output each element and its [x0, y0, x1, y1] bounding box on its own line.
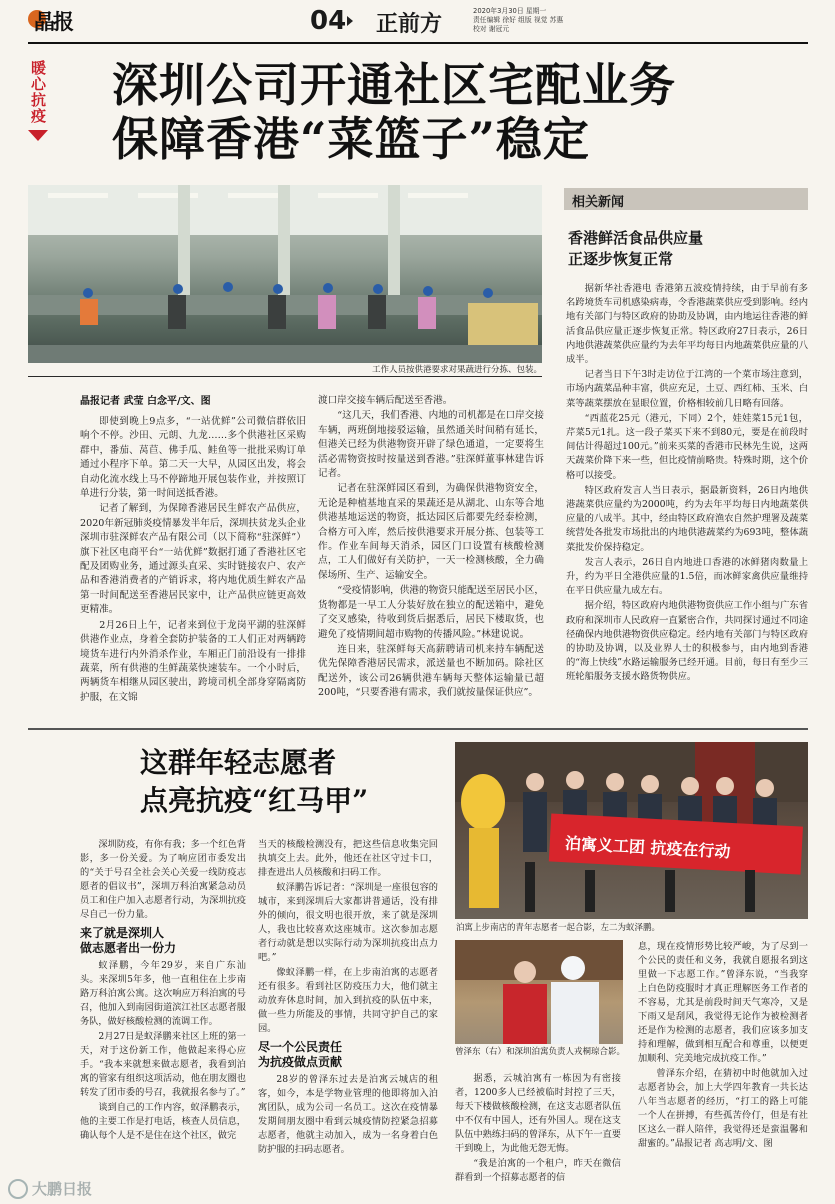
lead-photo-rule [28, 376, 542, 377]
lead-story-col-1 [80, 394, 306, 746]
volunteer-paragraph: 息，现在疫情形势比较严峻，为了尽到一个公民的责任和义务，我就自愿报名到这里做一下志愿工作。”曾泽东说，“当我穿上白色防疫服时才真正理解医务工作者的不容易，尤其是前段时间天气寒冷，又是下雨又是刮风，我觉得无论作为被检测者还是作为检测的志愿者，我们应该多加支持和理解，做到相互配合和尊重，以便更加顺利、完美地完成抗疫工作。” [638, 941, 808, 1064]
section-divider [28, 728, 808, 730]
lead-paragraph: 渡口岸交接车辆后配送至香港。 [318, 395, 453, 406]
lead-story-col-2 [318, 394, 544, 746]
side-tag-arrow-icon [28, 130, 48, 141]
lead-paragraph: 记者了解到，为保障香港居民生鲜农产品供应，2020年新冠肺炎疫情暴发半年后，深圳扶贫龙头企业深圳市驻深鲜农产品有限公司（以下简称“驻深鲜”）旗下社区电商平台“一站优鲜”数据打通了香港社区宅配及团购业务，通过源头直采、实时链接农户、农产品和香港消费者的产销诉求，将内地优质生鲜农产品第一时间配送至香港居民家中，让产品供应链更高效更精准。 [80, 503, 306, 616]
warehouse-illustration [28, 185, 542, 363]
small-photo [455, 940, 623, 1044]
second-headline-line-1: 这群年轻志愿者 [140, 746, 337, 779]
group-photo [455, 742, 808, 919]
headline-line-2: 保障香港“菜篮子”稳定 [112, 112, 590, 166]
related-paragraph: 据新华社香港电 香港第五波疫情持续，由于早前有多名跨境货车司机感染病毒，令香港蔬菜供应受到影响。经内地有关部门与特区政府的协助及协调，由内地运往香港的鲜活食品供应量正逐步恢复正常。特区政府27日表示，26日内地供港蔬菜供应量约为去年平均每日内地蔬菜供应量的八成半。 [566, 283, 808, 366]
watermark-text: 大鹏日报 [32, 1180, 93, 1198]
volunteer-col-4 [638, 940, 808, 1194]
volunteer-paragraph: 谈到自己的工作内容，蚁泽鹏表示，他的主要工作是打电话，核查人员信息，确认每个人是不是住在这个社区，做完 [80, 1102, 246, 1141]
masthead-meta [473, 7, 563, 34]
related-news-label-bar [564, 188, 808, 210]
related-news-title [568, 228, 808, 270]
volunteer-col-2 [258, 838, 438, 1194]
related-paragraph: 据介绍，特区政府内地供港物资供应工作小组与广东省政府和深圳市人民政府一直紧密合作，共同探讨通过不同途径确保内地供港物资供应稳定。经内地有关部门与特区政府的协助及协调，以及业界人士的积极参与，由内地到香港的“海上快线”水路运输服务已经开通。目前，每日有至少三班轮船服务支援水路货物供应。 [566, 600, 808, 683]
main-headline [112, 58, 812, 166]
side-tag [28, 60, 50, 141]
lead-photo-caption: 工作人员按供港要求对果蔬进行分拣、包装。 [371, 365, 542, 375]
page-number: 04 [310, 6, 347, 36]
page-section: 正前方 [376, 11, 443, 37]
related-title-line-1: 香港鲜活食品供应量 [568, 229, 704, 247]
newspaper-logo: 晶报 [34, 9, 72, 34]
volunteer-paragraph: 蚁泽鹏，今年29岁，来自广东汕头。来深圳5年多，他一直租住在上步南路万科泊寓公寓。这次响应万科泊寓的号召，他加入到南园街道滨江社区志愿者服务队，做好核酸检测的流调工作。 [80, 960, 246, 1027]
lead-photo [28, 185, 542, 363]
volunteer-col-1 [80, 838, 246, 1194]
masthead-rule [28, 42, 808, 44]
related-news-body [566, 282, 808, 722]
related-paragraph: 记者当日下午3时走访位于江湾的一个菜市场注意到，市场内蔬菜品种丰富，供应充足，土豆、西红柿、玉米、白菜等蔬菜摆放在显眼位置，价格相较前几日略有回落。 [566, 369, 808, 409]
second-headline [140, 744, 440, 820]
lead-paragraph: 2月26日上午，记者来到位于龙岗平湖的驻深鲜供港作业点，身着全套防护装备的工人们正对两辆跨境货车进行内外消杀作业，车厢正门前沿设有一排排蔬菜，所有供港的生鲜蔬菜快速装车。一个小时后，两辆货车相继从园区驶出，跨境司机全部身穿隔离防护服，在文锦 [80, 619, 306, 703]
volunteer-paragraph: 据悉，云城泊寓有一栋因为有密接者，1200多人已经被临时封控了三天，每天下楼做核酸检测，在这支志愿者队伍中不仅有中国人，还有外国人。现在这支队伍中熟练扫码的曾泽东，从下午一直要干到晚上，为此他无怨无悔。 [455, 1073, 621, 1154]
two-people-illustration [455, 940, 623, 1044]
volunteer-subhead-2: 尽一个公民责任 为抗疫做点贡献 [258, 1040, 343, 1069]
small-photo-caption: 曾泽东（右）和深圳泊寓负责人戎桐琼合影。 [455, 1047, 626, 1057]
headline-line-1: 深圳公司开通社区宅配业务 [112, 58, 676, 112]
volunteer-col-3 [455, 1072, 621, 1194]
volunteers-illustration [455, 742, 808, 919]
related-news-label: 相关新闻 [572, 195, 625, 210]
meta-editors: 责任编辑 徐好 组版 视觉 苏惠 [473, 16, 564, 24]
page-arrow-icon [347, 16, 353, 26]
lead-paragraph: 连日来，驻深鲜每天高薪聘请司机来持车辆配送优先保障香港居民需求，派送量也不断加码。除社区配送外，该公司26辆供港车辆每天整体运输量已超200吨，“只要香港有需求，我们就按量保证供应”。 [318, 643, 544, 699]
lead-paragraph: 记者在驻深鲜园区看到，为确保供港物资安全，无论是种植基地直采的果蔬还是从湖北、山东等合地供港基地运送的物资，抵达园区后都要先经泰检测，合格方可入库，然后按供港要求开展分拣、包装等工作。作业车间每天消杀，园区门口设置有核酸检测点，工人们做好有关防护，一天一检测核酸，全力确保场所、生产、运输安全。 [318, 483, 544, 581]
masthead [0, 0, 835, 46]
volunteer-intro: 深圳防疫，有你有我；多一个红色背影，多一份关爱。为了响应团市委发出的“关于号召全社会关心关爱一线防疫志愿者的倡议书”，深圳万科泊寓紧急动员员工和住户加入志愿者行动，为深圳抗疫尽自己一份力量。 [80, 839, 246, 920]
volunteer-paragraph: 曾泽东介绍，在猜初中时他就加入过志愿者协会，加上大学四年教育一共长达八年当志愿者的经历，“打工的路上可能一个人在拼搏，有些孤苦伶仃，但是有社区这么一群人陪伴，我觉得还是蛮温馨和甜蜜的。”晶报记者 高志明/文、图 [638, 1068, 808, 1149]
related-title-line-2: 正逐步恢复正常 [568, 250, 674, 268]
group-photo-caption: 泊寓上步南店的青年志愿者一起合影，左二为蚁泽鹏。 [456, 923, 661, 933]
related-paragraph: “西蓝花25元（港元，下同）2个，娃娃菜15元1包，芹菜5元1扎。这一段子菜买下来不到80元，要是在前段时间估计得超过100元。”前来买菜的香港市民林先生说，这两天蔬菜价降下来一些，但比疫情前略贵。特殊时期，这个价格可以接受。 [566, 412, 808, 481]
meta-proofreader: 校对 谢冠元 [473, 25, 510, 33]
volunteer-subhead-1: 来了就是深圳人 做志愿者出一份力 [80, 926, 177, 955]
lead-paragraph: 即使到晚上9点多，“一站优鲜”公司微信群依旧响个不停。沙田、元朗、九龙……多个供港社区采购群中，番茄、莴苣、佛手瓜、鲑鱼等一批批采购订单通过小程序下单。第二天一大早，从园区出发，将会自动化流水线上马不停蹄地开展包装作业，并按照订单进行分装，第一时间送抵香港。 [80, 416, 306, 500]
related-paragraph: 特区政府发言人当日表示，据最新资料，26日内地供港蔬菜供应量约为2000吨，约为去年平均每日内地蔬菜供应量的八成半。其中，经由特区政府渔农自然护理署及蔬菜统营处各批发市场批出的内地供港蔬菜约为693吨，整体蔬菜批发价保持稳定。 [566, 484, 808, 553]
watermark [8, 1178, 92, 1199]
volunteer-paragraph: “我是泊寓的一个租户，昨天在微信群看到一个招募志愿者的信 [455, 1158, 621, 1183]
lead-paragraph: “这几天，我们香港、内地的司机都是在口岸交接车辆，两班倒地接驳运输，虽然通关时间稍有延长，但港关已经为供港物资开辟了绿色通道，一定要将生活必需物资按时按量送到香港。”驻深鲜董事林建告诉记者。 [318, 410, 544, 480]
meta-date: 2020年3月30日 星期一 [473, 7, 547, 15]
related-paragraph: 发言人表示，26日自内地进口香港的冰鲜猪肉数量上升，约为平日全港供应量的1.5倍，而冰鲜家禽供应量维持在平日供应量九成左右。 [566, 556, 808, 597]
group-photo-banner-text: 泊寓义工团 抗疫在行动 [564, 833, 731, 862]
volunteer-paragraph: 2月27日是蚁泽鹏来社区上班的第一天，对于这份新工作，他做起来得心应手。“我本来就想来做志愿者，我看到泊寓的管家有组织这项活动，他在朋友圈也转发了团市委的号召，我就报名参与了。” [80, 1031, 246, 1098]
side-tag-text: 暖心抗疫 [29, 60, 47, 124]
volunteer-paragraph: 像蚁泽鹏一样，在上步南泊寓的志愿者还有很多。看到社区防疫压力大，他们就主动放弃休息时间，加入到抗疫的队伍中来，做一些力所能及的事情，共同守护自己的家园。 [258, 967, 438, 1034]
volunteer-paragraph: 28岁的曾泽东过去是泊寓云城店的租客，如今，本是学物业管理的他即将加入泊寓团队，成为公司一名员工。这次在疫情暴发期间朋友圈中看到云城疫情防控紧急招募志愿者，他就主动加入，成为一名身着白色防护服的扫码志愿者。 [258, 1074, 438, 1155]
volunteer-paragraph: 蚁泽鹏告诉记者：“深圳是一座很包容的城市，来到深圳后大家都讲普通话，没有排外的倾向，很文明也很开放，来了就是深圳人，我也比较喜欢这座城市。这次参加志愿者行动就是想以实际行动为深圳抗疫出点力吧。” [258, 882, 438, 963]
lead-paragraph: “受疫情影响，供港的物资只能配送至居民小区，货物都是一早工人分装好放在独立的配送箱中，避免了交叉感染，待收到货后据悉后，居民下楼取货，也避免了疫情期间超市购物的传播风险。”林建说说。 [318, 585, 544, 640]
lead-byline: 晶报记者 武莹 白念平/文、图 [80, 396, 211, 407]
watermark-logo-icon [8, 1179, 28, 1199]
volunteer-paragraph: 当天的核酸检测没有，把这些信息收集完回执填交上去。此外，他还在社区守过卡口，排查进出人员核酸和扫码工作。 [258, 839, 438, 878]
second-headline-line-2: 点亮抗疫“红马甲” [140, 784, 369, 817]
